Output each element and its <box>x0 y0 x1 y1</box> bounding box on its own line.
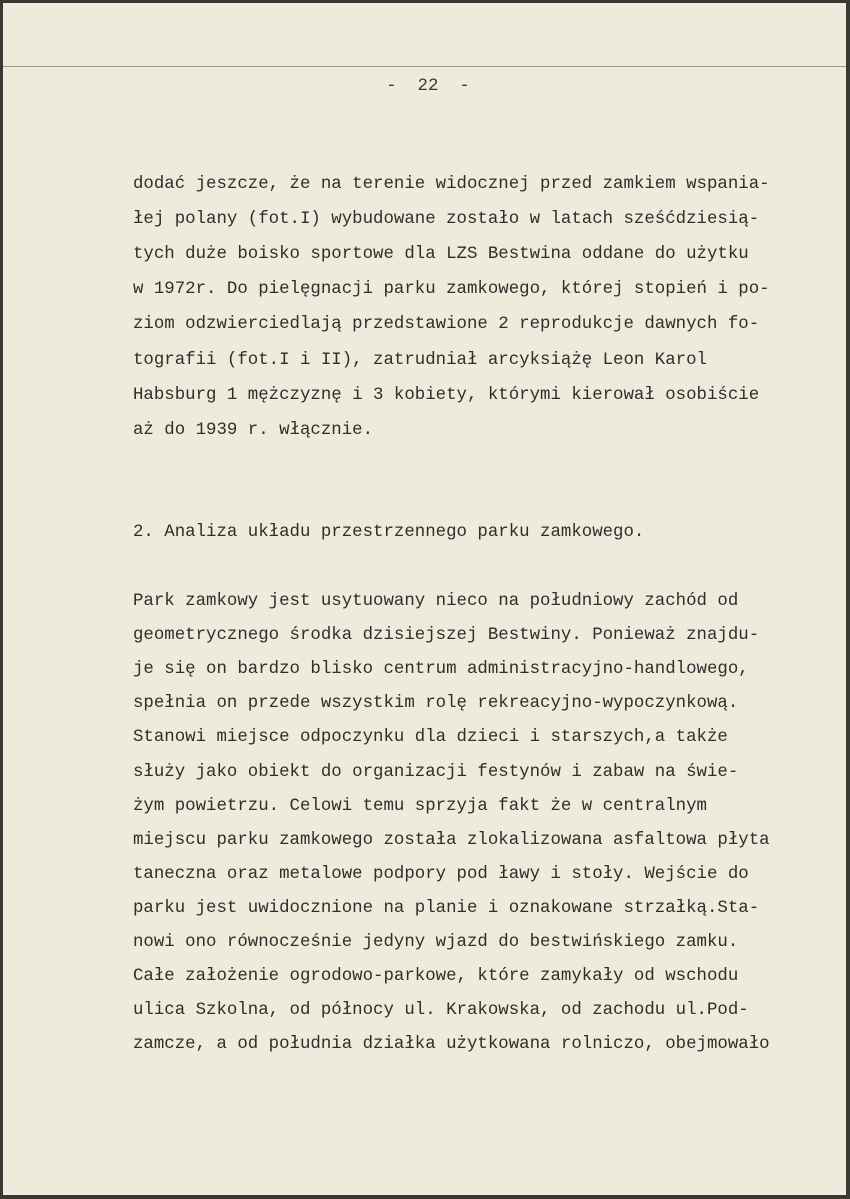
text-line: w 1972r. Do pielęgnacji parku zamkowego, której stopień i po- <box>133 280 770 300</box>
text-line: zamcze, a od południa działka użytkowana rolniczo, obejmowało <box>133 1035 770 1055</box>
text-line: służy jako obiekt do organizacji festynów i zabaw na świe- <box>133 762 739 782</box>
text-line: spełnia on przede wszystkim rolę rekreacyjno-wypoczynkową. <box>133 694 739 714</box>
text-line: nowi ono równocześnie jedyny wjazd do bestwińskiego zamku. <box>133 933 739 952</box>
text-line: ulica Szkolna, od północy ul. Krakowska, od zachodu ul.Pod- <box>133 1001 749 1021</box>
text-line: Habsburg 1 mężczyznę i 3 kobiety, którymi kierował osobiście <box>133 385 760 405</box>
text-line: żym powietrzu. Celowi temu sprzyja fakt że w centralnym <box>133 796 707 816</box>
top-rule <box>3 66 846 67</box>
text-line: Park zamkowy jest usytuowany nieco na południowy zachód od <box>133 592 739 611</box>
text-line: Stanowi miejsce odpoczynku dla dzieci i starszych,a także <box>133 728 728 748</box>
text-line: tografii (fot.I i II), zatrudniał arcyksiążę Leon Karol <box>133 350 707 370</box>
text-line: geometrycznego środka dzisiejszej Bestwiny. Ponieważ znajdu- <box>133 626 760 646</box>
page-number: - 22 - <box>386 77 470 96</box>
document-page <box>3 3 846 1195</box>
text-line: taneczna oraz metalowe podpory pod ławy i stoły. Wejście do <box>133 864 749 884</box>
text-line: je się on bardzo blisko centrum administracyjno-handlowego, <box>133 660 749 680</box>
text-line: Całe założenie ogrodowo-parkowe, które zamykały od wschodu <box>133 967 739 987</box>
text-line: aż do 1939 r. włącznie. <box>133 420 374 440</box>
section-heading: 2. Analiza układu przestrzennego parku zamkowego. <box>133 523 645 542</box>
text-line: tych duże boisko sportowe dla LZS Bestwina oddane do użytku <box>133 245 749 265</box>
text-line: miejscu parku zamkowego została zlokalizowana asfaltowa płyta <box>133 830 770 850</box>
text-line: ziom odzwierciedlają przedstawione 2 reprodukcje dawnych fo- <box>133 315 760 335</box>
text-line: parku jest uwidocznione na planie i oznakowane strzałką.Sta- <box>133 898 760 918</box>
text-line: dodać jeszcze, że na terenie widocznej przed zamkiem wspania- <box>133 175 770 194</box>
text-line: łej polany (fot.I) wybudowane zostało w latach sześćdziesią- <box>133 210 760 230</box>
